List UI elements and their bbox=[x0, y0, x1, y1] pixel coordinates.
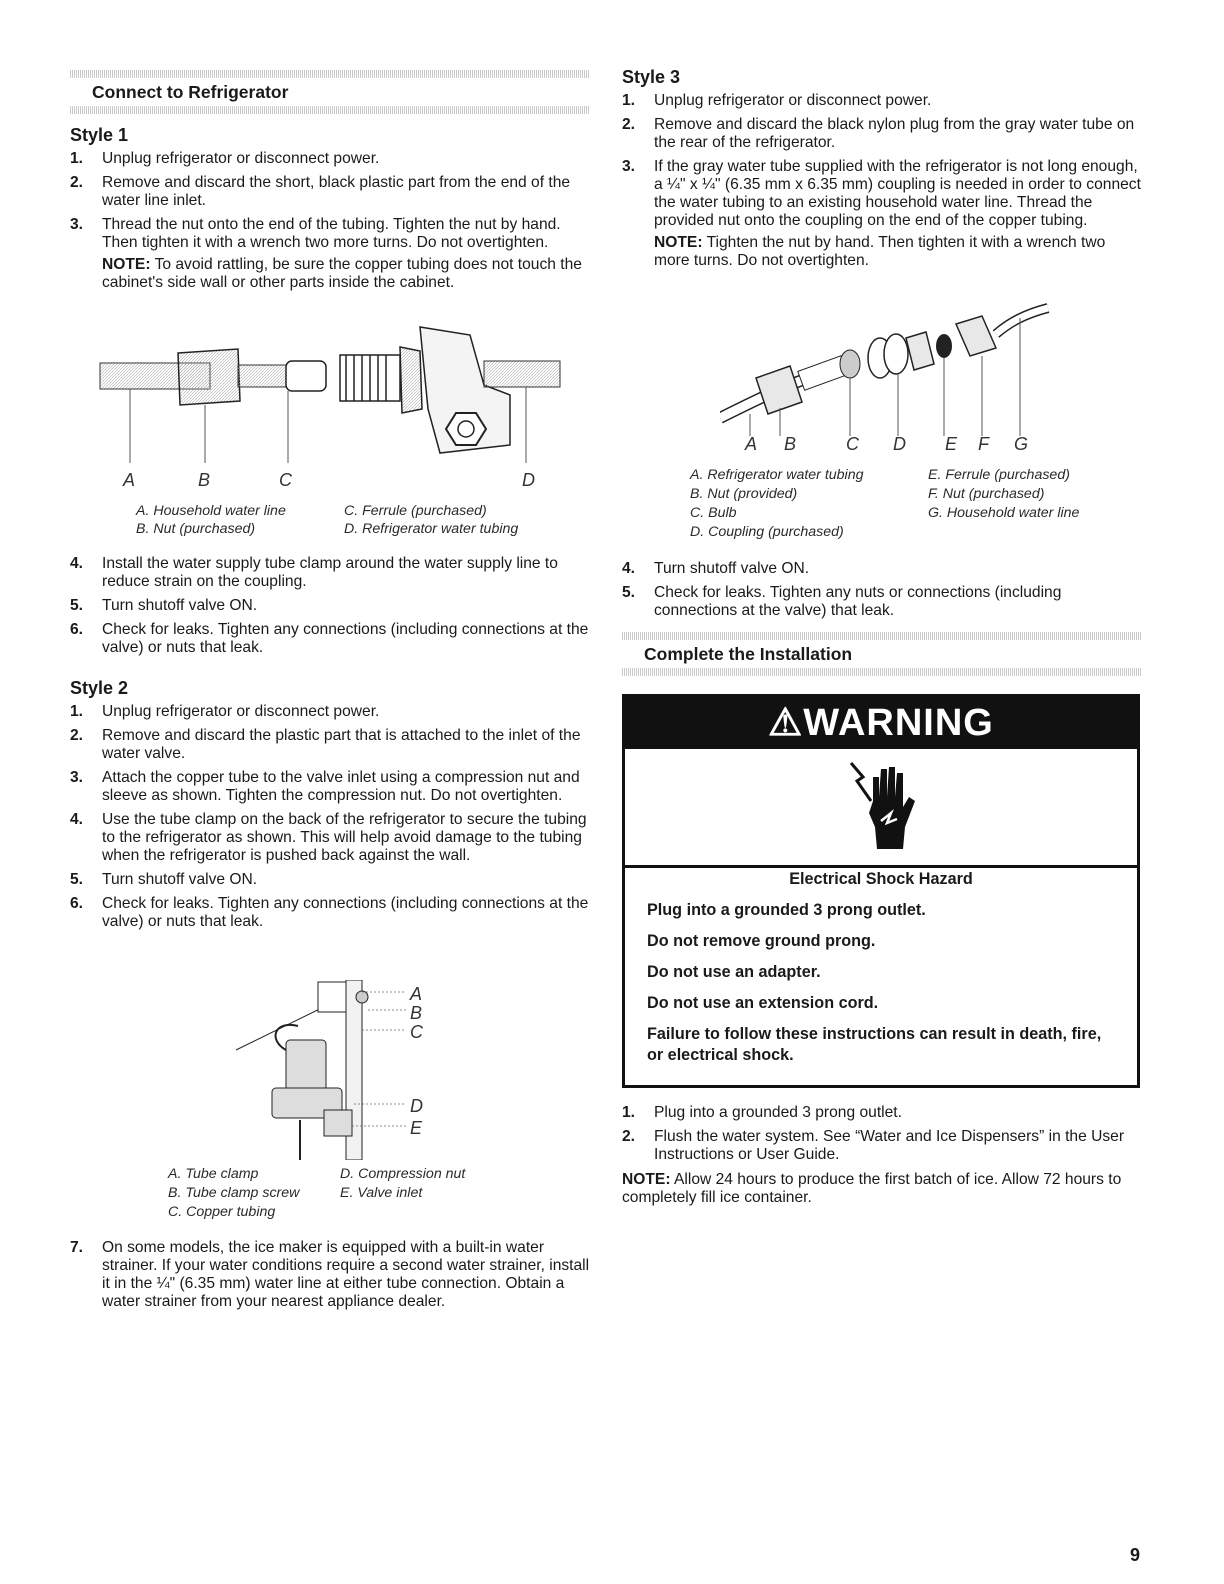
warning-header bbox=[625, 697, 1137, 749]
list-item: 2. Remove and discard the black nylon plug from the gray water tube on the rear of the refrigerator. bbox=[622, 116, 1135, 151]
fig3-caption-d: D. Coupling (purchased) bbox=[690, 524, 844, 540]
list-item: 6. Check for leaks. Tighten any connections (including connections at the valve) or nuts that leak. bbox=[70, 621, 589, 656]
fig2-label-a: A bbox=[410, 984, 423, 1004]
list-item: 4. Install the water supply tube clamp around the water supply line to reduce strain on the coupling. bbox=[70, 555, 558, 590]
warning-box bbox=[622, 694, 1140, 1088]
complete-steps bbox=[622, 1104, 1142, 1170]
fig2-caption-e: E. Valve inlet bbox=[340, 1185, 423, 1201]
fig3-label-e: E bbox=[945, 434, 958, 454]
style1-heading: Style 1 bbox=[70, 125, 129, 145]
fig3-caption-f: F. Nut (purchased) bbox=[928, 486, 1045, 502]
fig3-caption-g: G. Household water line bbox=[928, 505, 1080, 521]
style2-heading: Style 2 bbox=[70, 678, 129, 698]
list-item: 2. Remove and discard the short, black plastic part from the end of the water line inlet. bbox=[70, 174, 571, 209]
warning-icon-area bbox=[625, 749, 1137, 868]
fig3-caption-a: A. Refrigerator water tubing bbox=[690, 467, 864, 483]
section-header-connect bbox=[70, 70, 590, 114]
hazard-title: Electrical Shock Hazard bbox=[789, 870, 973, 888]
style2-steps-continued bbox=[70, 1239, 590, 1317]
list-item: 7. On some models, the ice maker is equipped with a built-in water strainer. If your water conditions require a second water strainer, install it in the ¼" (6.35 mm) water line at either tube connection. Obtain a water strainer from your nearest appliance dealer. bbox=[70, 1239, 590, 1310]
fig1-caption-d: D. Refrigerator water tubing bbox=[344, 521, 519, 537]
fig2-caption-a: A. Tube clamp bbox=[168, 1166, 259, 1182]
list-item: 2. Remove and discard the plastic part that is attached to the inlet of the water valve. bbox=[70, 727, 581, 762]
warning-line: Plug into a grounded 3 prong outlet. bbox=[647, 901, 926, 919]
fig3-label-c: C bbox=[846, 434, 859, 454]
fig3-label-d: D bbox=[893, 434, 906, 454]
fig1-label-a: A bbox=[123, 470, 136, 490]
style3-heading: Style 3 bbox=[622, 67, 681, 87]
fig3-label-f: F bbox=[978, 434, 989, 454]
warning-line: Do not use an adapter. bbox=[647, 963, 821, 981]
section-header-complete bbox=[622, 632, 1142, 676]
style1-fitting-illustration bbox=[90, 325, 570, 465]
warning-triangle-icon: ⚠ bbox=[768, 702, 804, 744]
list-item: 5. Check for leaks. Tighten any nuts or connections (including connections at the valve) that leak. bbox=[622, 584, 1062, 619]
fig2-caption-b: B. Tube clamp screw bbox=[168, 1185, 300, 1201]
complete-note: NOTE: Allow 24 hours to produce the first batch of ice. Allow 72 hours to completely fill ice container. bbox=[622, 1171, 1122, 1206]
fig3-label-b: B bbox=[784, 434, 797, 454]
electric-shock-hand-icon bbox=[847, 757, 921, 857]
fig1-caption-c: C. Ferrule (purchased) bbox=[344, 503, 487, 519]
list-item: 4. Use the tube clamp on the back of the refrigerator to secure the tubing to the refrigerator as shown. This will help avoid damage to the tubing when the refrigerator is pushed back against the wall. bbox=[70, 811, 587, 864]
list-item: 6. Check for leaks. Tighten any connections (including connections at the valve) or nuts that leak. bbox=[70, 895, 589, 930]
list-item: 1. Plug into a grounded 3 prong outlet. bbox=[622, 1104, 902, 1121]
warning-text bbox=[647, 869, 1115, 1076]
section-title: Complete the Installation bbox=[644, 644, 853, 664]
fig2-label-c: C bbox=[410, 1022, 423, 1042]
style3-steps bbox=[622, 92, 1142, 276]
fig2-caption-c: C. Copper tubing bbox=[168, 1204, 276, 1220]
list-item: 3. Thread the nut onto the end of the tubing. Tighten the nut by hand. Then tighten it with a wrench two more turns. Do not overtighten. NOTE: To avoid rattling, be sure the copper tubing does not touch the cabinet's side wall or other parts inside the cabinet. bbox=[70, 216, 590, 292]
fig2-label-e: E bbox=[410, 1118, 423, 1138]
list-item: 4. Turn shutoff valve ON. bbox=[622, 560, 810, 577]
list-item: 1. Unplug refrigerator or disconnect power. bbox=[70, 703, 380, 720]
warning-line: Do not use an extension cord. bbox=[647, 994, 879, 1012]
style1-steps-continued bbox=[70, 555, 590, 663]
list-item: 2. Flush the water system. See “Water and Ice Dispensers” in the User Instructions or User Guide. bbox=[622, 1128, 1125, 1163]
style3-steps-continued bbox=[622, 560, 1142, 626]
fig1-label-d: D bbox=[522, 470, 535, 490]
fig2-label-d: D bbox=[410, 1096, 423, 1116]
fig2-caption-d: D. Compression nut bbox=[340, 1166, 466, 1182]
fig1-caption-b: B. Nut (purchased) bbox=[136, 521, 256, 537]
list-item: 1. Unplug refrigerator or disconnect power. bbox=[622, 92, 932, 109]
list-item: 3. Attach the copper tube to the valve inlet using a compression nut and sleeve as shown. Tighten the compression nut. Do not overtighten. bbox=[70, 769, 580, 804]
list-item: 5. Turn shutoff valve ON. bbox=[70, 871, 258, 888]
style1-steps bbox=[70, 150, 590, 298]
fig1-caption-a: A. Household water line bbox=[136, 503, 286, 519]
warning-line: Do not remove ground prong. bbox=[647, 932, 876, 950]
section-title: Connect to Refrigerator bbox=[92, 82, 289, 102]
fig3-caption-b: B. Nut (provided) bbox=[690, 486, 798, 502]
warning-title: WARNING bbox=[803, 702, 994, 744]
style2-steps bbox=[70, 703, 590, 937]
style3-coupling-illustration bbox=[720, 298, 1050, 438]
fig3-label-g: G bbox=[1014, 434, 1029, 454]
fig1-label-c: C bbox=[279, 470, 292, 490]
list-item: 5. Turn shutoff valve ON. bbox=[70, 597, 258, 614]
style2-valve-illustration bbox=[228, 980, 438, 1160]
fig3-caption-c: C. Bulb bbox=[690, 505, 737, 521]
fig2-label-b: B bbox=[410, 1003, 423, 1023]
list-item: 1. Unplug refrigerator or disconnect power. bbox=[70, 150, 380, 167]
fig3-caption-e: E. Ferrule (purchased) bbox=[928, 467, 1070, 483]
warning-line: Failure to follow these instructions can result in death, fire, or electrical shock. bbox=[647, 1025, 1102, 1064]
list-item: 3. If the gray water tube supplied with the refrigerator is not long enough, a ¼" x ¼" (6.35 mm x 6.35 mm) coupling is needed in order to connect the water tubing to an existing household water line. Thread the provided nut onto the coupling on the end of the copper tubing. NOTE: Tighten the nut by hand. Then tighten it with a wrench two more turns. Do not overtighten. bbox=[622, 158, 1141, 269]
fig1-label-b: B bbox=[198, 470, 211, 490]
style3-note: NOTE: Tighten the nut by hand. Then tighten it with a wrench two more turns. Do not overtighten. bbox=[654, 234, 1106, 269]
page-number: 9 bbox=[1130, 1545, 1141, 1565]
style1-note: NOTE: To avoid rattling, be sure the copper tubing does not touch the cabinet's side wall or other parts inside the cabinet. bbox=[102, 256, 582, 291]
fig3-label-a: A bbox=[745, 434, 758, 454]
